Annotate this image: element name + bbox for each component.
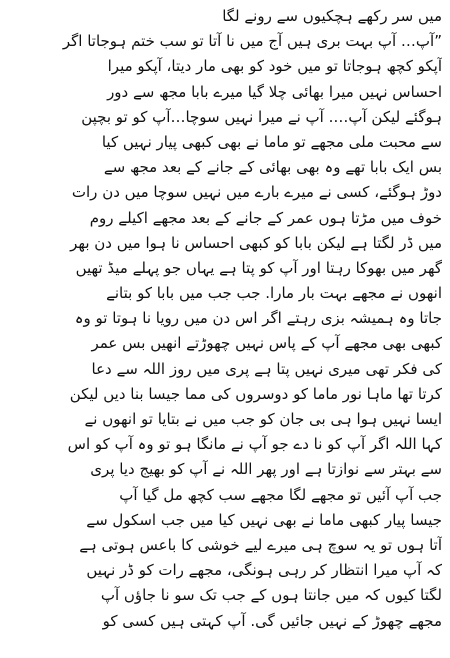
text-line: ہوگئے لیکن آپ…. آپ نے میرا نہیں سوچا…آپ کو تو بچپن: [81, 107, 442, 126]
text-line: دوڑ ہوگئے، کسی نے میرے بارے میں نہیں سوچا میں دن رات: [71, 183, 442, 202]
text-line: جیسا پیار کبھی ماما نے بھی نہیں کیا میں جب اسکول سے: [86, 510, 442, 529]
text-line: میں ڈر لگتا ہے لیکن بابا کو کبھی احساس نا ہوا میں دن بھر: [70, 233, 442, 252]
text-line: مجھے چھوڑ کے نہیں جائیں گی. آپ کہتی ہیں کسی کو: [102, 611, 442, 630]
text-line: کی فکر تھی میری نہیں پتا ہے پری میں روز اللہ سے دعا: [91, 359, 442, 378]
text-line: سے محبت ملی مجھے تو ماما نے بھی کبھی پیار نہیں کیا: [101, 132, 442, 151]
text-line: جب آپ آئیں تو مجھے لگا مجھے سب کچھ مل گیا آپ: [119, 485, 442, 504]
text-line: آپکو کچھ ہوجاتا تو میں خود کو بھی مار دیتا، آپکو میرا: [107, 57, 442, 76]
text-line: کرتا تھا ماہا نور ماما کو دوسروں کی مما جیسا بنا دیں لیکن: [69, 384, 442, 403]
text-line: کہا اللہ اگر آپ کو نا دے جو آپ نے مانگا ہو تو وہ آپ کو اس: [67, 435, 442, 454]
text-line: لگتا کیوں کہ میں جانتا ہوں کے جب تک سو نا جاؤں آپ: [100, 586, 442, 605]
text-line: ایسا نہیں ہوا ہی بی جان کو جب میں نے بتایا تو انھوں نے: [84, 410, 442, 428]
text-line: خوف میں مڑتا ہوں عمر کے جانے کے بعد مجھے اکیلے روم: [89, 208, 442, 227]
text-line: احساس نہیں میرا بھائی چلا گیا میرے بابا مجھ سے دور: [107, 82, 442, 101]
text-line: میں سر رکھے ہچکیوں سے رونے لگا: [222, 7, 442, 25]
text-line: آتا ہوں تو یہ سوچ ہی میرے لیے خوشی کا باعس ہوتی ہے: [79, 535, 442, 554]
text-line: انھوں نے مجھے بہت بار مارا. جب جب میں بابا کو بتانے: [106, 284, 442, 303]
text-line: ”آپ… آپ بہت بری ہیں آج میں نا آتا تو سب ختم ہوجاتا اگر: [62, 32, 442, 51]
text-line: بس ایک بابا تھے وہ بھی بھائی کے جانے کے بعد مجھ سے: [103, 158, 442, 177]
text-line: سے بہتر سے نوازتا ہے اور پھر اللہ نے آپ کو بھیج دیا پری: [90, 460, 442, 479]
story-text: [6, 4, 442, 634]
text-line: کہ آپ میرا انتظار کر رہی ہونگی، مجھے رات کو ڈر نہیں: [86, 561, 442, 580]
text-line: کبھی بھی مجھے آپ کے پاس نہیں چھوڑتے انھیں بس عمر: [91, 334, 442, 353]
text-line: گھر میں بھوکا رہتا اور آپ کو پتا ہے یہاں جو پہلے میڈ تھیں: [75, 258, 442, 277]
text-line: جاتا وہ ہمیشہ بزی رہتے اگر اس دن میں رویا نا ہوتا تو وہ: [74, 309, 442, 328]
